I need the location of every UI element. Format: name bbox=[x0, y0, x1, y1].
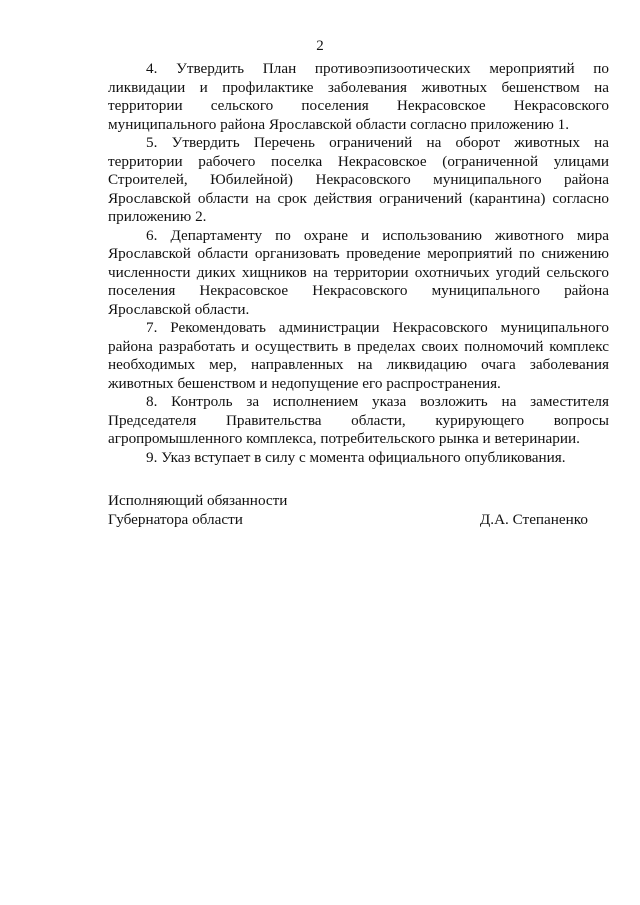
paragraph-item-4: 4. Утвердить План противоэпизоотических мероприятий по ликвидации и профилактике заболевания животных бешенством на территории сельского поселения Некрасовское Некрасовского муниципального района Ярославской области согласно приложению 1. bbox=[108, 60, 609, 133]
signature-line bbox=[108, 511, 609, 530]
page-number: 2 bbox=[316, 38, 324, 54]
paragraph-item-9: 9. Указ вступает в силу с момента официального опубликования. bbox=[146, 448, 566, 466]
signatory-position-line-1: Исполняющий обязанности bbox=[108, 492, 288, 509]
signature-block bbox=[108, 492, 609, 529]
paragraph-item-8: 8. Контроль за исполнением указа возложить на заместителя Председателя Правительства области, курирующего вопросы агропромышленного комплекса, потребительского рынка и ветеринарии. bbox=[108, 393, 609, 447]
paragraph-item-7: 7. Рекомендовать администрации Некрасовского муниципального района разработать и осуществить в пределах своих полномочий комплекс необходимых мер, направленных на ликвидацию очага заболевания животных бешенством и недопущение его распространения. bbox=[108, 319, 609, 392]
signatory-position-line-2: Губернатора области bbox=[108, 510, 243, 528]
decree-body bbox=[108, 60, 609, 467]
paragraph-item-5: 5. Утвердить Перечень ограничений на оборот животных на территории рабочего поселка Некрасовское (ограниченной улицами Строителей, Юбилейной) Некрасовского муниципального района Ярославской области на срок действия ограничений (карантина) согласно приложению 2. bbox=[108, 134, 609, 225]
paragraph-item-6: 6. Департаменту по охране и использованию животного мира Ярославской области организовать проведение мероприятий по снижению численности диких хищников на территории охотничьих угодий сельского поселения Некрасовское Некрасовского муниципального района Ярославской области. bbox=[108, 226, 609, 318]
signatory-name: Д.А. Степаненко bbox=[479, 510, 588, 528]
